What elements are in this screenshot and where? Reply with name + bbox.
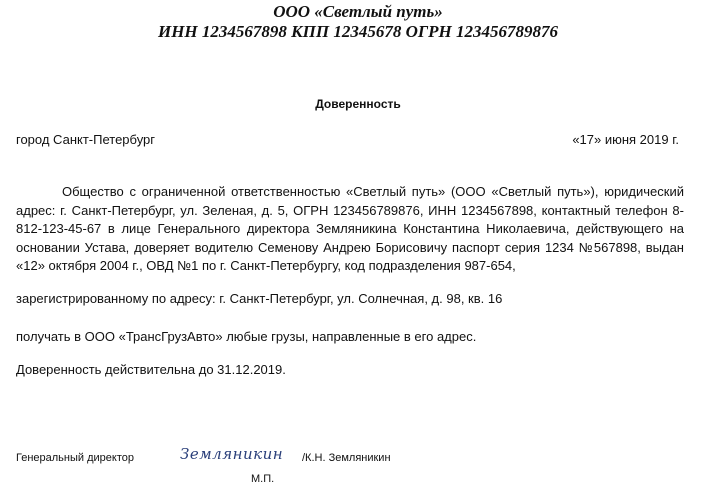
main-paragraph: Общество с ограниченной ответственностью «Светлый путь» (ООО «Светлый путь»), юридический адрес: г. Санкт-Петербург, ул. Зеленая, д. 5, ОГРН 123456789876, ИНН 1234567898, контактный телефон 8-812-123-45-67 в лице Генерального директора Земляникина Константина Николаевича, действующего на основании Устава, доверяет водителю Семенову Андрею Борисовичу паспорт серия 1234 №567898, выдан «12» октября 2004 г., ОВД №1 по г. Санкт-Петербургу, код подразделения 987-654, bbox=[16, 184, 684, 274]
document-title: Доверенность bbox=[315, 97, 401, 111]
document-date: «17» июня 2019 г. bbox=[572, 132, 679, 147]
company-registration-ids: ИНН 1234567898 КПП 12345678 ОГРН 123456789876 bbox=[157, 22, 559, 41]
stamp-place-label: М.П. bbox=[251, 473, 275, 485]
handwritten-signature: Земляникин bbox=[180, 445, 284, 463]
validity-line: Доверенность действительна до 31.12.2019. bbox=[16, 362, 286, 377]
document-city: город Санкт-Петербург bbox=[16, 132, 156, 147]
company-name: ООО «Светлый путь» bbox=[273, 2, 443, 21]
signer-name: /К.Н. Земляникин bbox=[302, 452, 391, 464]
signer-role: Генеральный директор bbox=[16, 452, 134, 464]
authorization-line: получать в ООО «ТрансГрузАвто» любые грузы, направленные в его адрес. bbox=[16, 329, 477, 344]
registration-address-line: зарегистрированному по адресу: г. Санкт-Петербург, ул. Солнечная, д. 98, кв. 16 bbox=[16, 291, 503, 306]
